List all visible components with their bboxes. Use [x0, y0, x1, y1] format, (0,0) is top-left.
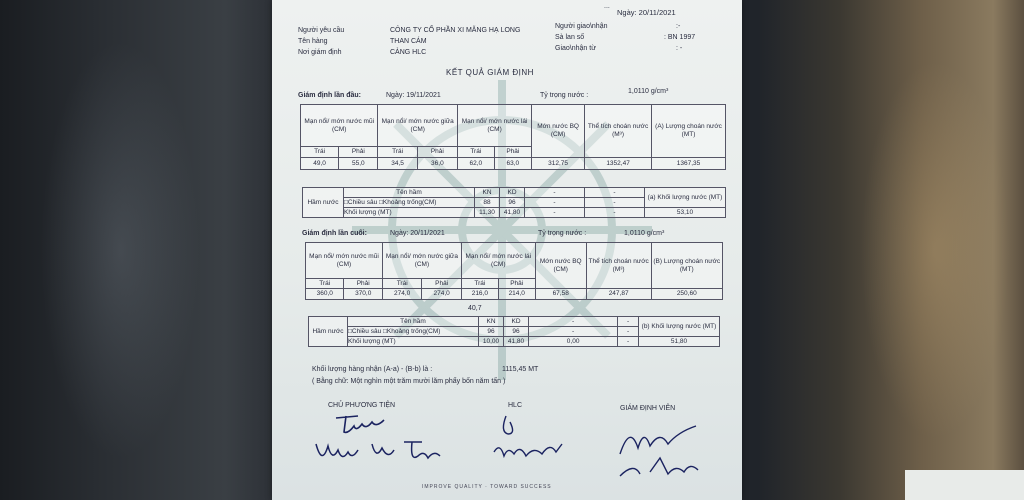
- first-density-value: 1,0110 g/cm³: [628, 88, 669, 95]
- handwritten-note: 40,7: [468, 305, 482, 312]
- screen-glare-left: [40, 40, 200, 460]
- col-left: Trái: [461, 279, 498, 289]
- value-cell: 274,0: [422, 289, 462, 300]
- barge-label: Sà lan số: [555, 34, 585, 41]
- tank-kn-depth: 96: [479, 327, 504, 337]
- tank-kn-weight: 11,30: [475, 208, 500, 218]
- col-right: Phải: [498, 279, 535, 289]
- dash-cell: -: [618, 337, 639, 347]
- place-value: CẢNG HLC: [390, 49, 427, 56]
- top-code: ...: [604, 3, 610, 10]
- value-cell: 312,75: [532, 158, 585, 170]
- header-volume: Thể tích choán nước (M³): [586, 243, 651, 289]
- last-draft-table: [305, 242, 723, 300]
- tank-row-weight: Khối lượng (MT): [344, 208, 475, 218]
- document-date: Ngày: 20/11/2021: [617, 8, 676, 17]
- dash-cell: -: [585, 208, 645, 218]
- value-cell: 250,60: [651, 289, 722, 300]
- tank-col-label: Hầm nước: [303, 188, 344, 218]
- tank-kd-depth: 96: [504, 327, 529, 337]
- col-left: Trái: [378, 147, 417, 158]
- tank-row-depth: □Chiều sâu □Khoảng trống(CM): [348, 327, 479, 337]
- value-cell: 274,0: [382, 289, 421, 300]
- deliverer-label: Người giao\nhận: [555, 23, 608, 30]
- tank-kn-weight: 10,00: [479, 337, 504, 347]
- water-weight-a-value: 53,10: [645, 208, 726, 218]
- water-weight-a-label: (a) Khối lượng nước (MT): [645, 188, 726, 208]
- value-cell: 55,0: [339, 158, 378, 170]
- tank-row-weight: Khối lượng (MT): [348, 337, 479, 347]
- background-object: [905, 470, 1024, 500]
- barge-value: : BN 1997: [664, 34, 696, 41]
- last-density-value: 1,0110 g/cm³: [624, 230, 665, 237]
- value-cell: 360,0: [306, 289, 344, 300]
- col-left: Trái: [301, 147, 339, 158]
- last-tank-table: [308, 316, 720, 347]
- last-inspection-label: Giám định lần cuối:: [302, 230, 367, 237]
- value-cell: 34,5: [378, 158, 417, 170]
- tank-kd-header: KD: [504, 317, 529, 327]
- first-inspection-label: Giám định lần đầu:: [298, 92, 362, 99]
- tank-extra-weight: 0,00: [529, 337, 618, 347]
- header-draft-mid: Mạn nổi/ mớn nước giữa (CM): [382, 243, 461, 279]
- footer-slogan: IMPROVE QUALITY · TOWARD SUCCESS: [422, 484, 552, 490]
- deliverer-value: :-: [676, 23, 681, 30]
- value-cell: 216,0: [461, 289, 498, 300]
- header-displacement-b: (B) Lượng choán nước (MT): [651, 243, 722, 289]
- tank-kn-header: KN: [479, 317, 504, 327]
- signature-inspector-label: GIÁM ĐỊNH VIÊN: [620, 405, 676, 412]
- requester-label: Người yêu cầu: [298, 27, 345, 34]
- col-right: Phải: [494, 147, 532, 158]
- value-cell: 1352,47: [585, 158, 652, 170]
- result-value: 1115,45 MT: [502, 366, 539, 373]
- tank-name-header: Tên hầm: [348, 317, 479, 327]
- value-cell: 49,0: [301, 158, 339, 170]
- col-right: Phải: [417, 147, 457, 158]
- header-volume: Thể tích choán nước (M³): [585, 105, 652, 158]
- value-cell: 67,58: [535, 289, 586, 300]
- header-draft-aft: Mạn nổi/ mớn nước lái (CM): [458, 105, 532, 147]
- dash-cell: -: [585, 188, 645, 198]
- dash-cell: -: [525, 208, 585, 218]
- tank-kd-weight: 41,80: [504, 337, 529, 347]
- goods-value: THAN CÁM: [390, 38, 427, 45]
- value-cell: 247,87: [586, 289, 651, 300]
- header-mean-draft: Mớn nước BQ (CM): [532, 105, 585, 158]
- dash-cell: -: [529, 327, 618, 337]
- water-weight-b-value: 51,80: [639, 337, 720, 347]
- col-left: Trái: [306, 279, 344, 289]
- tank-row-depth: □Chiều sâu □Khoảng trống(CM): [344, 198, 475, 208]
- value-cell: 370,0: [344, 289, 382, 300]
- tank-kd-depth: 96: [500, 198, 525, 208]
- dash-cell: -: [529, 317, 618, 327]
- last-density-label: Tỷ trọng nước :: [538, 230, 587, 237]
- signature-hlc-label: HLC: [508, 402, 523, 409]
- header-draft-mid: Mạn nổi/ mớn nước giữa (CM): [378, 105, 458, 147]
- header-draft-front: Mạn nổi/ mớn nước mũi (CM): [306, 243, 383, 279]
- tank-col-label: Hầm nước: [309, 317, 348, 347]
- col-right: Phải: [422, 279, 462, 289]
- tank-kn-depth: 88: [475, 198, 500, 208]
- document-title: KẾT QUẢ GIÁM ĐỊNH: [446, 68, 534, 77]
- tank-kd-header: KD: [500, 188, 525, 198]
- carrier-signature-full: [312, 436, 452, 470]
- col-right: Phải: [344, 279, 382, 289]
- from-value: : -: [676, 45, 683, 52]
- header-draft-aft: Mạn nổi/ mớn nước lái (CM): [461, 243, 535, 279]
- value-cell: 214,0: [498, 289, 535, 300]
- dash-cell: -: [618, 317, 639, 327]
- dash-cell: -: [585, 198, 645, 208]
- result-label: Khối lượng hàng nhận (A-a) - (B-b) là :: [312, 366, 433, 373]
- value-cell: 63,0: [494, 158, 532, 170]
- col-left: Trái: [382, 279, 421, 289]
- col-right: Phải: [339, 147, 378, 158]
- carrier-signature-short: [332, 408, 392, 438]
- first-draft-table: [300, 104, 726, 170]
- goods-label: Tên hàng: [298, 38, 328, 45]
- value-cell: 1367,35: [652, 158, 726, 170]
- tank-kn-header: KN: [475, 188, 500, 198]
- from-label: Giao\nhận từ: [555, 45, 596, 52]
- header-mean-draft: Mớn nước BQ (CM): [535, 243, 586, 289]
- tank-kd-weight: 41,80: [500, 208, 525, 218]
- header-displacement-a: (A) Lượng choán nước (MT): [652, 105, 726, 158]
- first-inspection-date: Ngày: 19/11/2021: [386, 92, 441, 99]
- first-density-label: Tỷ trọng nước :: [540, 92, 589, 99]
- water-weight-b-label: (b) Khối lượng nước (MT): [639, 317, 720, 337]
- first-tank-table: [302, 187, 726, 218]
- value-cell: 62,0: [458, 158, 495, 170]
- inspector-signature: [610, 418, 720, 480]
- requester-value: CÔNG TY CỔ PHẦN XI MĂNG HẠ LONG: [390, 27, 521, 34]
- tank-name-header: Tên hầm: [344, 188, 475, 198]
- dash-cell: -: [525, 188, 585, 198]
- signature-carrier-label: CHỦ PHƯƠNG TIỆN: [328, 402, 396, 409]
- dash-cell: -: [525, 198, 585, 208]
- value-cell: 36,0: [417, 158, 457, 170]
- screen-glare-right: [860, 60, 1010, 440]
- hlc-signature: [486, 412, 576, 468]
- last-inspection-date: Ngày: 20/11/2021: [390, 230, 445, 237]
- result-in-words: ( Bằng chữ: Một nghìn một trăm mười lăm phẩy bốn năm tấn ): [312, 378, 506, 385]
- col-left: Trái: [458, 147, 495, 158]
- place-label: Nơi giám định: [298, 49, 342, 56]
- header-draft-front: Mạn nổi/ mớn nước mũi (CM): [301, 105, 378, 147]
- dash-cell: -: [618, 327, 639, 337]
- inspection-document: [272, 0, 742, 500]
